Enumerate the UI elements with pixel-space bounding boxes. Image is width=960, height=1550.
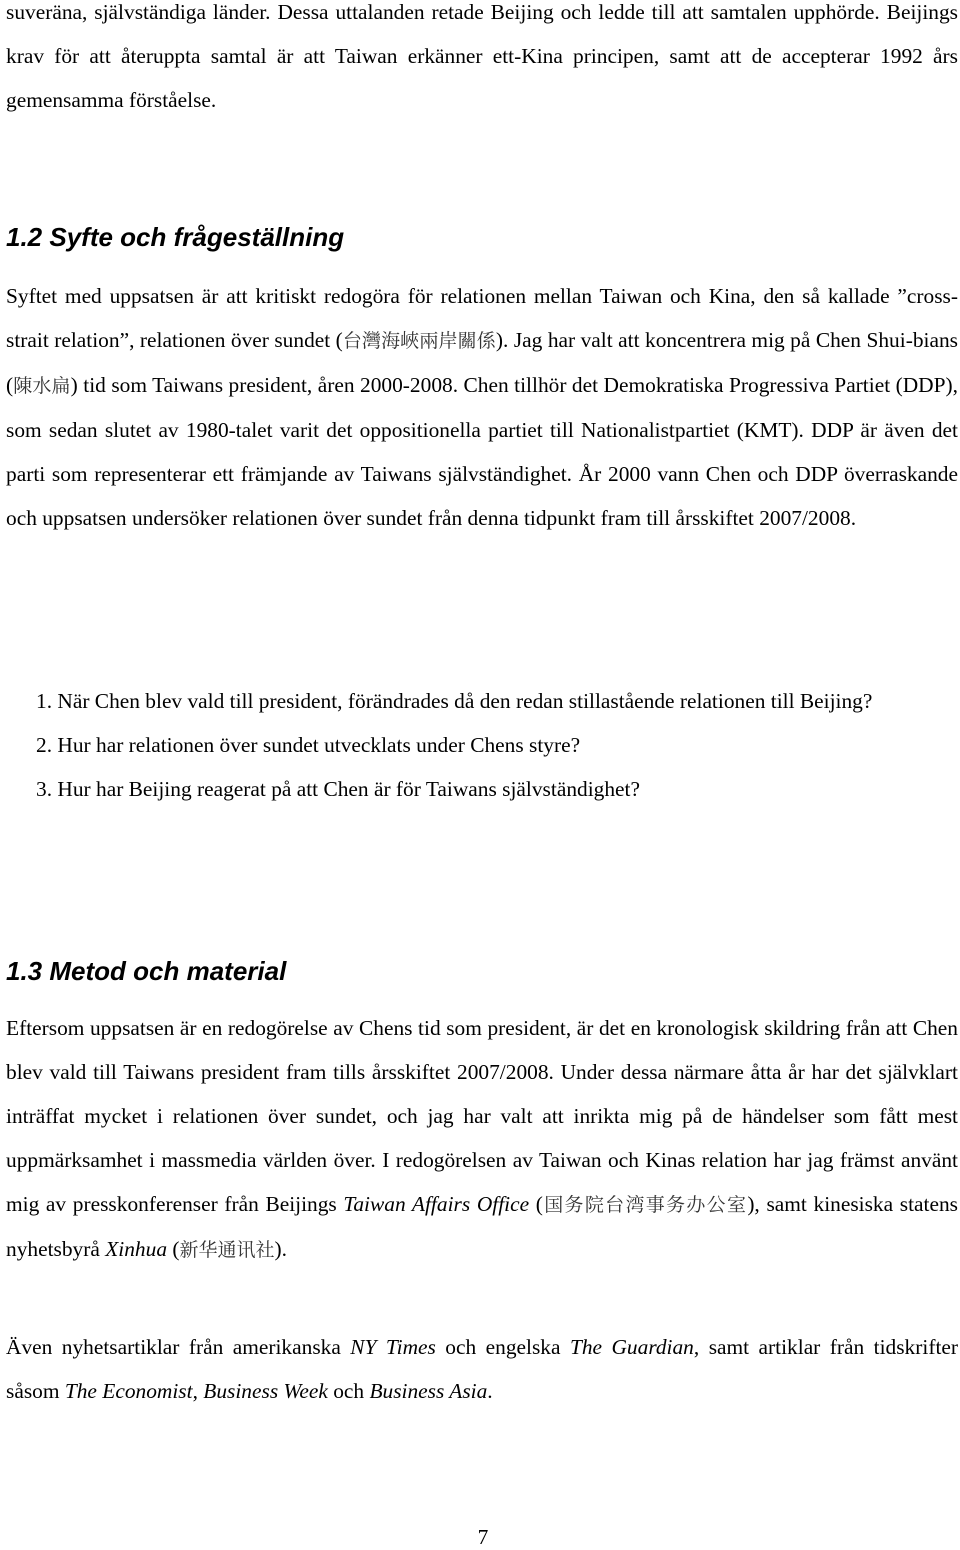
section-heading-metod: 1.3 Metod och material <box>6 956 287 986</box>
metod-cjk-xinhua: 新华通讯社 <box>179 1239 275 1261</box>
metod-italic-xinhua: Xinhua <box>105 1237 168 1261</box>
metod-text-a: Eftersom uppsatsen är en redogörelse av Chens tid som president, är det en kronologisk skildring från att Chen blev vald till Taiwans president fram tills årsskiftet 2007/2008. Under dessa närmare åtta år har det självklart inträffat mycket i relationen över sundet, och jag har valt att inrikta mig på de händelser som fått mest uppmärksamhet i massmedia världen över. I redogörelsen av Taiwan och Kinas relation har jag främst använt mig av presskonferenser från Beijings <box>6 1016 958 1216</box>
metod-paragraph-2 <box>6 1325 958 1413</box>
page-number: 7 <box>477 1525 489 1549</box>
research-questions-list <box>36 679 948 811</box>
metod-text-c: ), samt kinesiska statens nyhetsbyrå <box>6 1192 958 1261</box>
metod2-italic-guardian: The Guardian <box>569 1335 694 1359</box>
metod2-italic-nytimes: NY Times <box>350 1335 436 1359</box>
metod2-text-e: och <box>327 1379 370 1403</box>
metod2-italic-economist: The Economist <box>64 1379 193 1403</box>
metod-text-e: ). <box>274 1237 287 1261</box>
intro-text: suveräna, självständiga länder. Dessa uttalanden retade Beijing och ledde till att samtalen upphörde. Beijings krav för att återuppta samtal är att Taiwan erkänner ett-Kina principen, samt att de accepterar 1992 års gemensamma förståelse. <box>6 0 958 112</box>
syfte-cjk-name: 陳水扁 <box>13 375 71 397</box>
syfte-text-b: ). Jag har valt att koncentrera mig på Chen Shui-bians ( <box>6 328 958 397</box>
metod2-text-a: Även nyhetsartiklar från amerikanska <box>6 1335 351 1359</box>
metod-paragraph-1 <box>6 1006 958 1272</box>
syfte-paragraph <box>6 274 958 540</box>
research-question-3: 3. Hur har Beijing reagerat på att Chen är för Taiwans självständighet? <box>36 777 640 801</box>
metod-text-d: ( <box>167 1237 180 1261</box>
syfte-cjk-term: 台灣海峽兩岸關係 <box>342 330 496 352</box>
intro-paragraph <box>6 0 958 122</box>
metod-italic-tao: Taiwan Affairs Office <box>343 1192 530 1216</box>
metod-cjk-tao: 国务院台湾事务办公室 <box>542 1194 748 1216</box>
metod2-text-d: , <box>192 1379 204 1403</box>
metod-text-b: ( <box>529 1192 543 1216</box>
metod2-italic-businessweek: Business Week <box>203 1379 328 1403</box>
section-heading-syfte: 1.2 Syfte och frågeställning <box>6 222 345 252</box>
metod2-italic-businessasia: Business Asia <box>369 1379 488 1403</box>
metod2-text-c: , samt artiklar från tidskrifter såsom <box>6 1335 959 1403</box>
research-question-1: 1. När Chen blev vald till president, förändrades då den redan stillastående relationen till Beijing? <box>36 689 873 713</box>
metod2-text-b: och engelska <box>435 1335 570 1359</box>
syfte-text-a: Syftet med uppsatsen är att kritiskt redogöra för relationen mellan Taiwan och Kina, den så kallade ”cross-strait relation”, relationen över sundet ( <box>6 284 958 352</box>
metod2-text-f: . <box>487 1379 493 1403</box>
research-question-2: 2. Hur har relationen över sundet utvecklats under Chens styre? <box>36 733 581 757</box>
syfte-text-c: ) tid som Taiwans president, åren 2000-2008. Chen tillhör det Demokratiska Progressiva Partiet (DDP), som sedan slutet av 1980-talet varit det oppositionella partiet till Nationalistpartiet (KMT). DDP är även det parti som representerar ett främjande av Taiwans självständighet. År 2000 vann Chen och DDP överraskande och uppsatsen undersöker relationen över sundet från denna tidpunkt fram till årsskiftet 2007/2008. <box>6 373 958 530</box>
